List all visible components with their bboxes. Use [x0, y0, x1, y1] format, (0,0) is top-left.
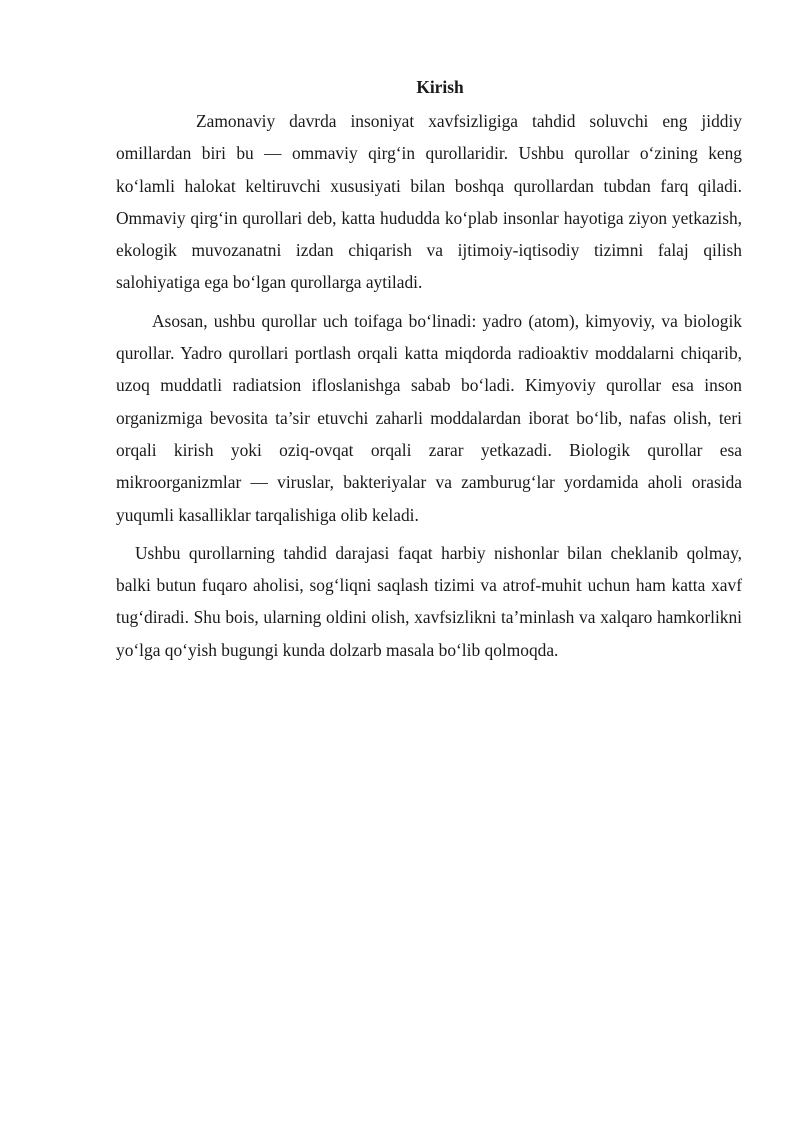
paragraph-introduction: Zamonaviy davrda insoniyat xavfsizligiga tahdid soluvchi eng jiddiy omillardan biri bu — ommaviy qirg‘in qurollaridir. Ushbu qurollar o‘zining keng ko‘lamli halokat keltiruvchi xususiyati bilan boshqa qurollardan tubdan farq qiladi. Ommaviy qirg‘in qurollari deb, katta hududda ko‘plab insonlar hayotiga ziyon yetkazish, ekologik muvozanatni izdan chiqarish va ijtimoiy-iqtisodiy tizimni falaj qilish salohiyatiga ega bo‘lgan qurollarga aytiladi.	[116, 111, 742, 293]
paragraph-weapon-types: Asosan, ushbu qurollar uch toifaga bo‘linadi: yadro (atom), kimyoviy, va biologik qurollar. Yadro qurollari portlash orqali katta miqdorda radioaktiv moddalarni chiqarib, uzoq muddatli radiatsion ifloslanishga sabab bo‘ladi. Kimyoviy qurollar esa inson organizmiga bevosita ta’sir etuvchi zaharli moddalardan iborat bo‘lib, nafas olish, teri orqali kirish yoki oziq-ovqat orqali zarar yetkazadi. Biologik qurollar esa mikroorganizmlar — viruslar, bakteriyalar va zamburug‘lar yordamida aholi orasida yuqumli kasalliklar tarqalishiga olib keladi.	[116, 310, 742, 525]
document-body	[116, 74, 742, 666]
section-title: Kirish	[416, 77, 464, 97]
paragraph-threat-level: Ushbu qurollarning tahdid darajasi faqat harbiy nishonlar bilan cheklanib qolmay, balki butun fuqaro aholisi, sog‘liqni saqlash tizimi va atrof-muhit uchun ham katta xavf tug‘diradi. Shu bois, ularning oldini olish, xavfsizlikni ta’minlash va xalqaro hamkorlikni yo‘lga qo‘yish bugungi kunda dolzarb masala bo‘lib qolmoqda.	[116, 542, 742, 660]
